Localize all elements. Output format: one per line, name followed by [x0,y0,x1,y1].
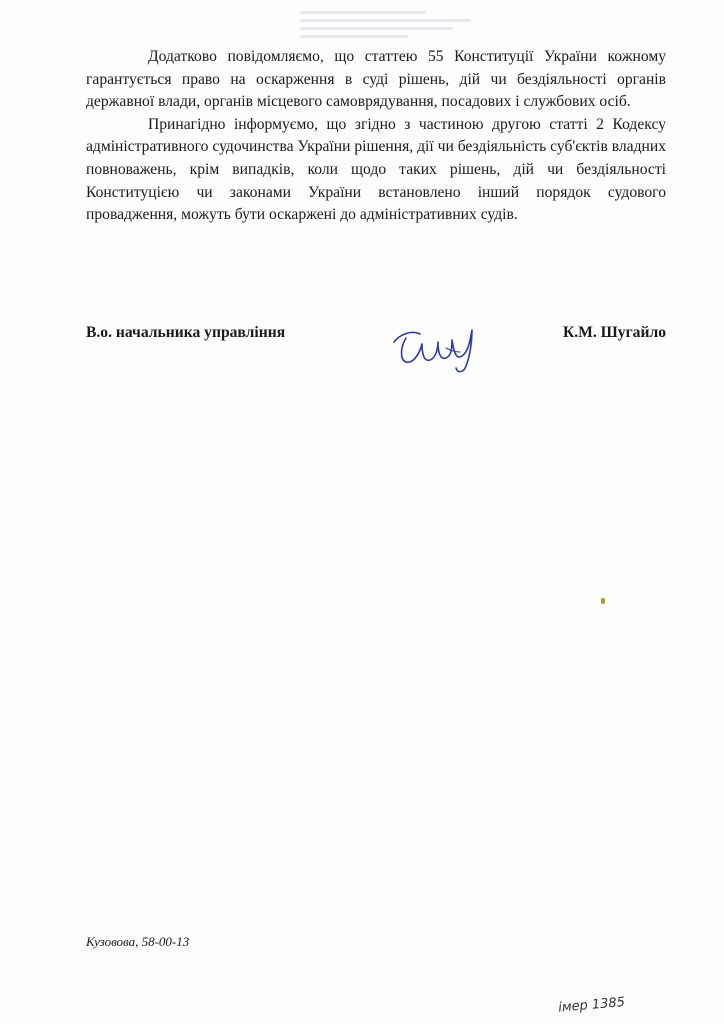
svg-text:імер 1385: імер 1385 [557,994,626,1016]
handwritten-registration-note [556,988,646,1018]
signature-block [86,324,666,348]
paper-speck [601,598,605,604]
handwritten-signature [386,308,496,378]
reverse-side-bleed-through [300,6,480,46]
signatory-name: К.М. Шугайло [562,324,666,341]
paragraph-constitution-article-55: Додатково повідомляємо, що статтею 55 Конституції України кожному гарантується право на оскарження в суді рішень, дій чи бездіяльності органів державної влади, органів місцевого самоврядування, посадових і службових осіб. [86,48,666,111]
letter-body [86,46,666,227]
signatory-position: В.о. начальника управління [86,324,286,341]
paragraph-administrative-code: Принагідно інформуємо, що згідно з частиною другою статті 2 Кодексу адміністративного судочинства України рішення, дії чи бездіяльність суб'єктів владних повноважень, крім випадків, коли щодо таких рішень, дій чи бездіяльності Конституцією чи законами України встановлено інший порядок судового провадження, можуть бути оскаржені до адміністративних судів. [86,115,666,224]
executor-contact: Кузовова, 58-00-13 [86,934,190,949]
